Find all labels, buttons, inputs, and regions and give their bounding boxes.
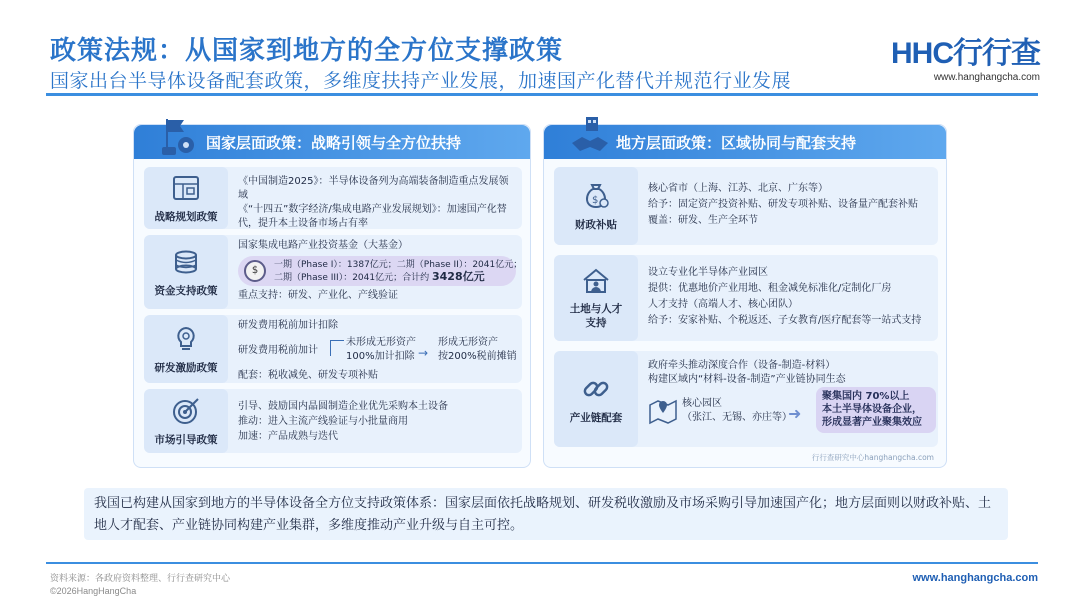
- row-text: 给予：固定资产投资补贴、研发专项补贴、设备量产配套补贴: [648, 199, 918, 210]
- policy-row-market: [144, 389, 522, 453]
- logo-text: HHC行行查: [891, 37, 1040, 70]
- map-pin-icon: [648, 395, 678, 425]
- policy-row-funding: [144, 235, 522, 309]
- house-person-icon: [581, 266, 611, 296]
- core-park-hub: [648, 393, 932, 437]
- handshake-building-icon: [572, 117, 608, 157]
- fund-phase-line: 二期（Phase III）：2041亿元；合计约: [274, 273, 430, 283]
- deduction-flow: [238, 336, 516, 366]
- row-text: 核心省市（上海、江苏、北京、广东等）: [648, 183, 828, 194]
- row-text: 引导、鼓励国内晶圆制造企业优先采购本土设备: [238, 401, 448, 412]
- header-divider: [46, 93, 1038, 96]
- row-text: 给予：安家补贴、个税返还、子女教育/医疗配套等一站式支持: [648, 315, 922, 326]
- arrow-right-icon: →: [418, 346, 429, 360]
- chain-link-icon: [581, 374, 611, 404]
- row-text: 加速：产品成熟与迭代: [238, 431, 338, 442]
- flow-mid: 100%加计扣除: [346, 351, 415, 362]
- logo-url: www.hanghangcha.com: [933, 72, 1040, 83]
- policy-row-subsidy: [554, 167, 938, 245]
- row-text: 构建区域内“材料-设备-制造”产业链协同生态: [648, 374, 846, 385]
- panel-watermark: 行行查研究中心hanghangcha.com: [811, 453, 934, 462]
- local-policy-panel: [543, 124, 947, 468]
- local-panel-title: 地方层面政策：区域协同与配套支持: [616, 133, 857, 152]
- row-text: 覆盖：研发、生产全环节: [648, 215, 758, 226]
- row-label: 产业链配套: [569, 411, 623, 424]
- fund-highlight: [238, 256, 523, 286]
- hub-title: 核心园区: [682, 398, 722, 409]
- highlight-line: 本土半导体设备企业，: [822, 404, 922, 415]
- national-panel-header: [134, 125, 530, 159]
- target-icon: [171, 396, 201, 426]
- row-text: 《中国制造2025》：半导体设备列为高端装备制造重点发展领域: [238, 176, 509, 201]
- svg-text:$: $: [592, 194, 599, 206]
- row-text: 人才支持（高端人才、核心团队）: [648, 299, 798, 310]
- national-policy-panel: [133, 124, 531, 468]
- local-panel-header: [544, 125, 946, 159]
- hub-places: （张江、无锡、亦庄等）: [682, 412, 792, 423]
- dollar-coin-icon: $: [244, 260, 266, 282]
- fund-total: 3428亿元: [431, 270, 485, 283]
- arrow-right-icon: ➜: [788, 404, 802, 423]
- flow-mid: 未形成无形资产: [346, 337, 416, 348]
- row-text: 研发费用税前加计扣除: [238, 320, 338, 331]
- source-note: 资料来源：各政府资料整理、行行查研究中心: [50, 574, 231, 584]
- policy-row-rd-incentive: [144, 315, 522, 383]
- page-subtitle: 国家出台半导体设备配套政策，多维度扶持产业发展，加速国产化替代并规范行业发展: [50, 70, 792, 92]
- row-text: 《“十四五”数字经济/集成电路产业发展规划》：加速国产化替代，提升本土设备市场占有率: [238, 204, 507, 229]
- row-label: 资金支持政策: [154, 284, 218, 297]
- fund-phase-line: 一期（Phase I）：1387亿元；二期（Phase II）：2041亿元；: [274, 260, 523, 270]
- row-text: 提供：优惠地价产业用地、租金减免标准化/定制化厂房: [648, 283, 892, 294]
- footer-divider: [46, 562, 1038, 564]
- row-text: 政府牵头推动深度合作（设备-制造-材料）: [648, 360, 836, 371]
- row-text: 重点支持：研发、产业化、产线验证: [238, 290, 398, 301]
- row-text: 推动：进入主流产线验证与小批量商用: [238, 416, 408, 427]
- branch-arrow-icon: [330, 340, 344, 356]
- lightbulb-gear-icon: [171, 324, 201, 354]
- brand-logo[interactable]: [891, 38, 1040, 83]
- row-label: 战略规划政策: [154, 210, 218, 223]
- copyright: ©2026HangHangCha: [50, 586, 137, 596]
- summary-box: 我国已构建从国家到地方的半导体设备全方位支持政策体系：国家层面依托战略规划、研发税收激励及市场采购引导加速国产化；地方层面则以财政补贴、土地人才配套、产业链协同构建产业集群，多维度推动产业升级与自主可控。: [84, 488, 1008, 540]
- policy-row-land-talent: [554, 255, 938, 341]
- flow-start: 研发费用税前加计: [238, 345, 318, 356]
- flow-end: 按200%税前摊销: [438, 351, 517, 362]
- policy-row-strategy: [144, 167, 522, 229]
- policy-row-industry-chain: [554, 351, 938, 447]
- blueprint-icon: [171, 173, 201, 203]
- highlight-line: 聚集国内 70%以上: [822, 391, 910, 402]
- fund-title: 国家集成电路产业投资基金（大基金）: [238, 240, 408, 251]
- highlight-line: 形成显著产业聚集效应: [822, 417, 922, 428]
- flow-end: 形成无形资产: [438, 337, 498, 348]
- cluster-highlight: [816, 387, 936, 433]
- coins-icon: [171, 247, 201, 277]
- row-text: 配套：税收减免、研发专项补贴: [238, 370, 378, 381]
- row-label: 研发激励政策: [154, 361, 218, 374]
- row-label: 市场引导政策: [154, 433, 218, 446]
- money-bag-icon: [581, 181, 611, 211]
- row-label: 财政补贴: [575, 218, 617, 231]
- page-title: 政策法规：从国家到地方的全方位支撑政策: [50, 36, 564, 66]
- footer-link[interactable]: www.hanghangcha.com: [912, 572, 1038, 584]
- flag-gear-icon: [162, 117, 198, 157]
- row-text: 设立专业化半导体产业园区: [648, 267, 768, 278]
- row-label: 土地与人才支持: [569, 303, 623, 329]
- national-panel-title: 国家层面政策：战略引领与全方位扶持: [206, 133, 462, 152]
